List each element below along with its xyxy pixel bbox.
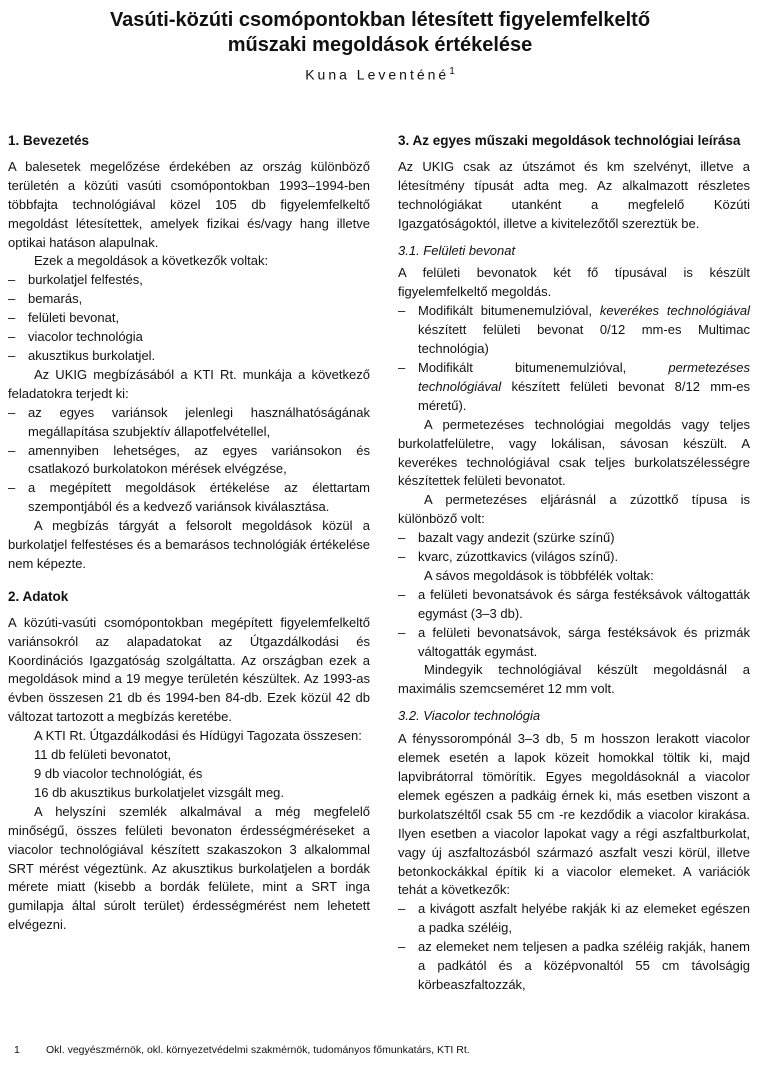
list-item: – bemarás, [8, 290, 370, 309]
list-item: – a felületi bevonatsávok és sárga festéksávok váltogatták egymást (3–3 db). [398, 586, 750, 624]
section-1-paragraph-3: Az UKIG megbízásából a KTI Rt. munkája a következő feladatokra terjedt ki: [8, 366, 370, 401]
section-1-paragraph-1: A balesetek megelőzése érdekében az ország különböző területén a közúti vasúti csomópontokban 1993–1994-ben többfajta technológiával közel 105 db figyelemfelkeltő megoldást létesítettek, amelyek fizikai és/vagy hang illetve optikai hatáson alapulnak. [8, 158, 370, 250]
list-item: – az egyes variánsok jelenlegi használhatóságának megállapítása szubjektív állapotfelvétellel, [8, 404, 370, 442]
section-2-heading: 2. Adatok [8, 588, 69, 604]
subsection-3-2-heading: 3.2. Viacolor technológia [398, 708, 541, 724]
list-item: – a felületi bevonatsávok, sárga festéksávok és prizmák váltogatták egymást. [398, 624, 750, 662]
subsection-3-1-heading: 3.1. Felületi bevonat [398, 242, 516, 258]
coating-types-list [398, 302, 750, 415]
section-2-paragraph-2: A KTI Rt. Útgazdálkodási és Hídügyi Tagozata összesen: [34, 728, 362, 744]
right-column [398, 132, 750, 995]
subsection-3-1-paragraph-3: A permetezéses eljárásnál a zúzottkő típusa is különböző volt: [398, 492, 750, 527]
footnote [14, 1043, 754, 1057]
section-2-paragraph-1: A közúti-vasúti csomópontokban megépített figyelemfelkeltő variánsokról az alapadatokat az Útgazdálkodási és Koordinációs Igazgatóság szolgáltatta. Az országban ezek a megoldások mind a 19 megye területén készültek. Az 1993-as évben összesen 21 db és 1994-ben 84-db. Ezek közül 42 db változat tartozott a megbízás keretébe. [8, 614, 370, 725]
list-item: – kvarc, zúzottkavics (világos színű). [398, 548, 750, 567]
title-line-1: Vasúti-közúti csomópontokban létesített figyelemfelkeltő [109, 9, 651, 31]
subsection-3-1-paragraph-2: A permetezéses technológiai megoldás vagy teljes burkolatfelületre, vagy lokálisan, sávosan készült. A keverékes technológiával csak teljes burkolatszélességre készítettek felületi bevonatot. [398, 416, 750, 489]
variations-list [398, 900, 750, 995]
title-line-2: műszaki megoldások értékelése [227, 34, 533, 56]
list-item: – viacolor technológia [8, 328, 370, 347]
list-item: – az elemeket nem teljesen a padka széléig rakják, hanem a padkától és a középvonaltól 55 cm távolságig körbeaszfaltozzák, [398, 938, 750, 995]
section-3-paragraph-1: Az UKIG csak az útszámot és km szelvényt, illetve a létesítmény típusát adta meg. Az alkalmazott részletes technológiákat utanként a megfelelő Közúti Igazgatóságoktól, illetve a kivitelezőtől szereztük be. [398, 158, 750, 231]
subsection-3-1-paragraph-5: Mindegyik technológiával készült megoldásnál a maximális szemcseméret 12 mm volt. [398, 662, 750, 697]
list-item: – akusztikus burkolatjel. [8, 347, 370, 366]
strip-types-list [398, 586, 750, 662]
subsection-3-1-paragraph-4: A sávos megoldások is többfélék voltak: [424, 567, 654, 583]
list-item: – bazalt vagy andezit (szürke színű) [398, 529, 750, 548]
list-item: – amennyiben lehetséges, az egyes variánsokon és csatlakozó burkolatokon mérések elvégzése, [8, 442, 370, 480]
list-item: – Modifikált bitumenemulzióval, permetezéses technológiával készített felületi bevonat 8/12 mm-es méretű). [398, 359, 750, 416]
section-1-heading: 1. Bevezetés [8, 133, 90, 148]
list-item: – a kivágott aszfalt helyébe rakják ki az elemeket egészen a padka széléig, [398, 900, 750, 938]
tasks-list [8, 404, 370, 517]
section-1-paragraph-2: Ezek a megoldások a következők voltak: [34, 253, 269, 269]
section-1-paragraph-4: A megbízás tárgyát a felsorolt megoldások közül a burkolatjel felfestéses és a bemarásos technológiák értékelése nem képezte. [8, 518, 370, 571]
solutions-list [8, 271, 370, 366]
author-footnote-mark: 1 [449, 66, 455, 77]
list-item: – burkolatjel felfestés, [8, 271, 370, 290]
list-item: – a megépített megoldások értékelése az élettartam szempontjából és a kedvező variánsok kiválasztása. [8, 479, 370, 517]
page-title [0, 8, 760, 58]
subsection-3-2-paragraph-1: A fényssorompónál 3–3 db, 5 m hosszon lerakott viacolor elemek esetén a lapok közeit homokkal töltik ki, majd lapvibrátorral tömörítik. Egyes megoldásoknál a viacolor elemek egészen a padkáig érnek ki, más esetben viszont a burkolatszéltől csak 55 cm -re kezdődik a viacolor kirakása. Ilyen esetben a viacolor lapokat vagy a régi aszfaltburkolat, vagy új aszfaltozásból származó aszfalt veszi körül, illetve betonkockákkal építik ki a viacolor elemeket. A variációk tehát a következők: [398, 731, 750, 898]
section-2-item: 9 db viacolor technológiát, és [34, 766, 203, 781]
section-2-item: 11 db felületi bevonatot, [34, 747, 172, 763]
section-3-heading: 3. Az egyes műszaki megoldások technológiai leírása [398, 133, 741, 148]
stone-types-list [398, 529, 750, 567]
list-item: – Modifikált bitumenemulzióval, keverékes technológiával készített felületi bevonat 0/12 mm-es Multimac technológia) [398, 302, 750, 359]
section-2-paragraph-3: A helyszíni szemlék alkalmával a még megfelelő minőségű, összes felületi bevonaton érdességméréseket a viacolor technológiával készített szakaszokon 3 alkalommal SRT mérést végeztünk. Az akusztikus burkolatjelen a bordák mérete miatt (kisebb a bordák felülete, mint a SRT inga gumilapja által súrolt terület) érdességmérést nem lehetett elvégezni. [8, 803, 370, 933]
author [0, 66, 760, 83]
list-item: – felületi bevonat, [8, 309, 370, 328]
author-name: Kuna Leventéné [305, 66, 450, 83]
left-column [8, 132, 370, 935]
section-2-item: 16 db akusztikus burkolatjelet vizsgált meg. [34, 784, 285, 800]
footnote-number: 1 [14, 1044, 20, 1056]
subsection-3-1-paragraph-1: A felületi bevonatok két fő típusával is készült figyelemfelkeltő megoldás. [398, 265, 750, 300]
footnote-text: Okl. vegyészmérnök, okl. környezetvédelmi szakmérnök, tudományos főmunkatárs, KTI Rt. [46, 1044, 470, 1056]
